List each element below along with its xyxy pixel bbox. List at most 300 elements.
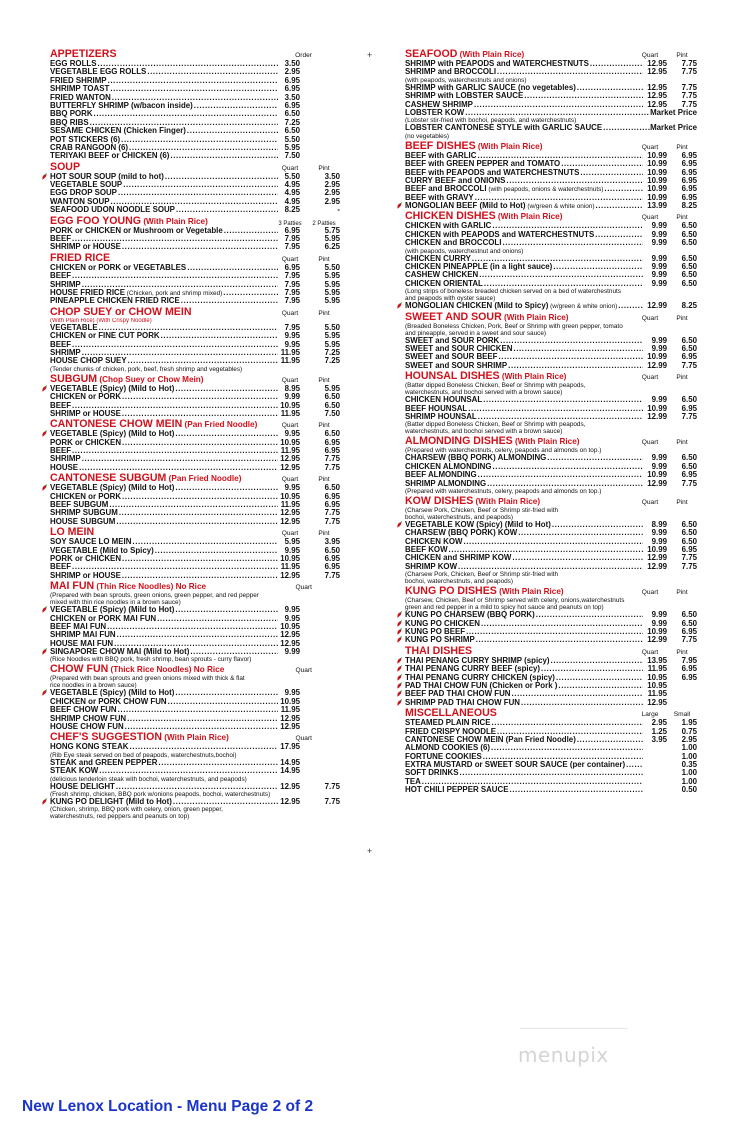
price-primary: 12.95 <box>647 99 667 109</box>
item-name-text: VEGETABLE (Spicy) (Mild to Hot) <box>50 483 175 493</box>
price-primary: 10.99 <box>647 167 667 177</box>
menu-item <box>50 243 340 251</box>
price-secondary: 6.50 <box>681 528 697 538</box>
price-primary: Market Price <box>650 107 697 117</box>
menu-section <box>50 419 340 472</box>
item-name-text: CHICKEN KOW <box>405 536 463 546</box>
dot-leader <box>93 110 278 118</box>
item-name-text: CRAB RANGOON (6) <box>50 142 129 152</box>
item-name-text: BEEF <box>50 562 72 572</box>
menu-item <box>405 302 697 310</box>
section-header <box>405 496 697 507</box>
column-header: Pint <box>318 530 330 538</box>
dot-leader <box>540 665 643 673</box>
price-primary: 9.95 <box>284 331 300 341</box>
price-primary: 6.50 <box>284 109 300 119</box>
item-name-text: CHICKEN with GARLIC <box>405 221 492 231</box>
section-title-main: KUNG PO DISHES <box>405 585 497 598</box>
price-primary: 1.25 <box>651 726 667 736</box>
item-name-text: KUNG PO CHICKEN <box>405 618 480 628</box>
dot-leader <box>478 271 643 279</box>
price-secondary: 6.50 <box>681 395 697 405</box>
section-title-main: FRIED RICE <box>50 251 111 264</box>
price-secondary: 6.50 <box>324 483 340 493</box>
item-name-text: THAI PENANG CURRY CHICKEN (spicy) <box>405 672 555 682</box>
dot-leader <box>164 173 278 181</box>
price-primary: 10.99 <box>647 545 667 555</box>
menu-section <box>50 664 340 731</box>
dot-leader <box>223 227 278 235</box>
menu-section <box>50 216 340 252</box>
price-primary: 17.95 <box>280 742 300 752</box>
item-name-text: EXTRA MUSTARD or SWEET SOUR SAUCE (per container) <box>405 760 626 770</box>
price-primary: 11.95 <box>280 705 300 715</box>
hot-pepper-icon <box>41 798 48 806</box>
item-description: (Prepared with waterchestnuts, celery, peapods and almonds on top.) <box>405 487 602 495</box>
price-secondary: 3.50 <box>324 171 340 181</box>
price-primary: 3.50 <box>284 92 300 102</box>
dot-leader <box>115 783 278 791</box>
price-primary: 11.95 <box>647 664 667 674</box>
column-header: 2 Patties <box>312 220 336 227</box>
price-primary: 11.95 <box>280 408 300 418</box>
item-name-text: MONGOLIAN BEEF (Mild to Hot) <box>405 201 526 211</box>
menu-section <box>50 162 340 215</box>
item-name-text: KUNG PO DELIGHT (Mild to Hot) <box>50 797 172 806</box>
price-primary: 7.95 <box>284 287 300 297</box>
price-primary: 10.99 <box>647 470 667 480</box>
dot-leader <box>465 628 643 636</box>
dot-leader <box>499 337 643 345</box>
menu-item <box>405 480 697 488</box>
item-name-text: VEGETABLE KOW (Spicy) (Mild to Hot) <box>405 519 551 529</box>
column-header: Pint <box>676 439 688 447</box>
menu-item <box>50 767 340 775</box>
price-primary: 10.99 <box>647 159 667 169</box>
item-name-text: BEEF with GRAVY <box>405 192 474 202</box>
item-name-text: VEGETABLE (Spicy) (Mild to Hot) <box>50 429 175 439</box>
dot-leader <box>154 547 278 555</box>
item-description: (Breaded Boneless Chicken, Pork, Beef or Shrimp with green pepper, tomato <box>405 322 623 330</box>
price-primary: 4.95 <box>284 196 300 206</box>
item-name-text: FRIED WANTON <box>50 92 111 102</box>
item-name-text: BEEF <box>50 339 72 349</box>
price-primary: 12.95 <box>280 462 300 472</box>
dot-leader <box>121 393 278 401</box>
price-secondary: 7.75 <box>681 553 697 563</box>
dot-leader <box>511 554 643 562</box>
item-description: (Prepared with bean sprouts, green onions, green pepper, and red pepper <box>50 592 259 600</box>
price-primary: 5.50 <box>284 134 300 144</box>
section-title-main: SUBGUM <box>50 372 98 385</box>
item-name-text: BBQ PORK <box>50 109 93 119</box>
price-secondary: 7.75 <box>681 99 697 109</box>
dot-leader <box>576 84 643 92</box>
item-name-text: SWEET and SOUR BEEF <box>405 352 498 362</box>
menu-section <box>405 586 697 645</box>
item-description: bochoi, waterchestnuts, and peapods) <box>405 578 514 586</box>
item-name-text: LOBSTER KOW <box>405 107 465 117</box>
dot-leader <box>117 706 278 714</box>
item-name-text: SOY SAUCE LO MEIN <box>50 537 132 547</box>
price-secondary: 6.95 <box>324 446 340 456</box>
price-secondary: 5.95 <box>324 287 340 297</box>
item-name-text: PORK or CHICKEN or Mushroom or Vegetable <box>50 225 223 235</box>
item-name-text: SHRIMP <box>50 279 81 289</box>
hot-pepper-icon <box>396 682 403 690</box>
price-secondary: - <box>337 205 340 215</box>
menu-item <box>405 636 697 644</box>
column-headers <box>633 499 697 507</box>
price-secondary: 5.50 <box>324 322 340 332</box>
price-secondary: 6.50 <box>681 519 697 529</box>
column-headers <box>633 589 697 597</box>
item-description: (Fresh shrimp, chicken, BBQ pork w/onions peapods, bochoi, waterchestnuts) <box>50 791 271 798</box>
item-description: waterchestnuts, red peppers and peanuts on top) <box>50 813 190 821</box>
price-primary: 11.95 <box>280 347 300 357</box>
dot-leader <box>467 405 643 413</box>
item-name-text: SHRIMP and BROCCOLI <box>405 67 497 77</box>
dot-leader <box>127 357 278 365</box>
price-primary: 8.95 <box>284 383 300 393</box>
menu-item <box>405 202 697 210</box>
price-secondary: 6.50 <box>681 262 697 272</box>
item-name-text: HOUSE CHOP SUEY <box>50 356 127 366</box>
item-name-text: SWEET and SOUR CHICKEN <box>405 343 513 353</box>
section-title <box>50 581 206 592</box>
column-header: Small <box>673 711 691 719</box>
item-note: (w/green & white onion) <box>525 203 595 211</box>
item-name-text: CURRY BEEF and ONIONS <box>405 175 506 185</box>
column-header: Pint <box>318 255 330 263</box>
section-title <box>50 307 191 318</box>
item-description: mixed with thin rice noodles in a brown sauce) <box>50 599 181 607</box>
price-primary: 10.95 <box>647 672 667 682</box>
price-secondary: 1.95 <box>681 718 697 728</box>
dot-leader <box>457 563 643 571</box>
item-name-text: PORK or CHICKEN <box>50 437 122 447</box>
price-primary: 5.95 <box>284 142 300 152</box>
hot-pepper-icon <box>396 690 403 698</box>
menu-item <box>405 362 697 370</box>
price-primary: 12.95 <box>280 508 300 518</box>
dot-leader <box>576 736 643 744</box>
price-secondary: 6.95 <box>681 167 697 177</box>
item-name-text: ALMOND COOKIES (6) <box>405 743 491 753</box>
item-description: waterchestnuts, and bochoi served with a brown sauce) <box>405 428 563 436</box>
item-description: (Lobster stir-fried with bochoi, peapods, and waterchestnuts) <box>405 117 577 125</box>
price-secondary: 1.00 <box>681 751 697 761</box>
menu-item <box>405 699 697 707</box>
price-primary: 13.99 <box>647 201 667 211</box>
column-header: Pint <box>676 589 688 597</box>
section-subtitle: (Thin Rice Noodles) No Rice <box>94 582 207 592</box>
menu-item <box>405 769 697 777</box>
price-primary: 6.95 <box>284 75 300 85</box>
price-secondary: 6.50 <box>681 536 697 546</box>
item-name-text: SHRIMP MAI FUN <box>50 630 116 640</box>
price-primary: 10.99 <box>647 403 667 413</box>
item-name <box>405 68 496 76</box>
price-primary: 12.95 <box>280 781 300 791</box>
dot-leader <box>174 484 278 492</box>
price-primary: 10.99 <box>647 184 667 194</box>
item-name <box>50 464 78 472</box>
column-header: Quart <box>641 648 659 656</box>
item-name-text: BEEF <box>50 400 72 410</box>
price-primary: 12.99 <box>647 301 667 311</box>
price-secondary: 6.50 <box>681 253 697 263</box>
item-name-text: SHRIMP <box>50 454 81 464</box>
price-primary: 10.95 <box>280 621 300 631</box>
menu-section <box>405 496 697 585</box>
price-secondary: 6.50 <box>681 335 697 345</box>
dot-leader <box>109 85 278 93</box>
item-description: (Rice Noodles with BBQ pork, fresh shrimp, bean sprouts - curry flavor) <box>50 656 252 664</box>
item-name-text: HOUSE SUBGUM <box>50 516 116 526</box>
column-header: Pint <box>318 376 330 384</box>
dot-leader <box>551 521 643 529</box>
section-title-main: CANTONESE SUBGUM <box>50 472 167 485</box>
price-primary: 9.99 <box>651 610 667 620</box>
item-name-text: POT STICKERS (6) <box>50 134 121 144</box>
item-name <box>405 699 520 707</box>
dot-leader <box>108 501 278 509</box>
item-name-text: CHICKEN or PORK <box>50 491 122 501</box>
hot-pepper-icon <box>41 385 48 393</box>
dot-leader <box>124 723 278 731</box>
column-spacer <box>312 735 340 743</box>
item-name-text: BEEF CHOW FUN <box>50 705 117 715</box>
item-name-text: KUNG PO SHRIMP <box>405 635 475 645</box>
item-description: (Batter dipped Boneless Chicken, Beef or Shrimp with peapods, <box>405 382 586 390</box>
column-spacer <box>312 667 340 675</box>
hot-pepper-icon <box>41 173 48 181</box>
item-name-text: BEEF <box>50 446 72 456</box>
price-primary: 6.50 <box>284 126 300 136</box>
item-name-text: BEEF <box>50 271 72 281</box>
section-title-main: CHICKEN DISHES <box>405 210 496 223</box>
item-name <box>50 798 172 806</box>
price-primary: 10.95 <box>280 553 300 563</box>
item-name <box>50 783 115 791</box>
price-primary: 9.99 <box>651 270 667 280</box>
price-secondary: 6.50 <box>324 400 340 410</box>
price-primary: 10.99 <box>647 192 667 202</box>
column-header: Large <box>641 711 659 719</box>
menu-item <box>50 464 340 472</box>
dot-leader <box>193 102 278 110</box>
price-secondary: 7.95 <box>681 655 697 665</box>
price-secondary: 6.50 <box>324 545 340 555</box>
dot-leader <box>120 136 278 144</box>
item-name <box>50 152 169 160</box>
dot-leader <box>482 396 643 404</box>
price-secondary: 6.50 <box>681 610 697 620</box>
price-secondary: 6.25 <box>324 242 340 252</box>
menu-item <box>50 648 340 656</box>
price-primary: 9.95 <box>284 339 300 349</box>
section-title-main: CANTONESE CHOW MEIN <box>50 418 183 431</box>
price-secondary: 2.95 <box>681 734 697 744</box>
item-name-text: HOUSE CHOW FUN <box>50 722 124 732</box>
item-name <box>50 410 121 418</box>
price-primary: 12.95 <box>647 59 667 68</box>
price-secondary: 7.75 <box>324 454 340 464</box>
menu-item <box>50 357 340 365</box>
price-primary: 9.99 <box>651 253 667 263</box>
dot-leader <box>492 463 644 471</box>
price-primary: 9.99 <box>651 238 667 248</box>
item-name-text: CHICKEN ORIENTAL <box>405 278 483 288</box>
dot-leader <box>222 289 278 297</box>
price-primary: 5.95 <box>284 537 300 547</box>
item-name-text: CHICKEN or FINE CUT PORK <box>50 331 160 341</box>
price-primary: 9.99 <box>651 453 667 463</box>
price-primary: 8.99 <box>651 519 667 529</box>
item-name <box>405 563 457 571</box>
dot-leader <box>602 124 650 132</box>
dot-leader <box>483 280 643 288</box>
column-header: Pint <box>318 309 330 317</box>
section-title-main: KOW DISHES <box>405 494 474 507</box>
section-subtitle: (With Plain Rice) <box>457 50 525 59</box>
price-primary: 12.95 <box>280 630 300 640</box>
dot-leader <box>546 454 643 462</box>
column-header: Quart <box>281 376 299 384</box>
section-title-main: SWEET AND SOUR <box>405 310 502 323</box>
item-description: (Prepared with bean sprouts and green onions mixed with thick & flat <box>50 675 245 683</box>
menu-item <box>50 572 340 580</box>
item-name-text: VEGETABLE (Mild to Spicy) <box>50 545 154 555</box>
section-subtitle: (With Plain Rice) <box>475 141 543 151</box>
price-secondary: 8.25 <box>681 301 697 311</box>
item-note: (Chicken, pork and shrimp mixed) <box>124 289 223 297</box>
dot-leader <box>617 302 643 310</box>
column-header: Quart <box>281 422 299 430</box>
price-primary: 12.99 <box>647 360 667 370</box>
column-header: Pint <box>676 648 688 656</box>
item-name-text: STEAK and GREEN PEPPER <box>50 757 158 767</box>
item-name-text: SHRIMP <box>50 347 81 357</box>
price-primary: 10.99 <box>647 150 667 160</box>
item-name-text: BEEF PAD THAI CHOW FUN <box>405 689 511 699</box>
dot-leader <box>121 439 278 447</box>
dot-leader <box>98 767 278 775</box>
item-name-text: SHRIMP or HOUSE <box>50 570 121 580</box>
item-description: (Chicken, shrimp, BBQ pork with celery, onion, green pepper, <box>50 806 223 814</box>
price-secondary: 6.95 <box>324 491 340 501</box>
price-secondary: 7.75 <box>324 516 340 526</box>
section-header <box>50 664 340 675</box>
menu-section <box>405 371 697 435</box>
price-primary: 12.95 <box>647 91 667 101</box>
column-header: Quart <box>641 439 659 447</box>
price-primary: 9.99 <box>651 278 667 288</box>
price-primary: 9.95 <box>284 613 300 623</box>
item-name-text: CHICKEN CURRY <box>405 253 471 263</box>
price-primary: 4.95 <box>284 188 300 198</box>
column-header: Pint <box>676 52 688 59</box>
item-name <box>405 280 483 288</box>
item-description: (Long strips of boneless breaded chicken served on a bed of waterchestnuts <box>405 288 621 296</box>
price-secondary: 6.95 <box>681 192 697 202</box>
dot-leader <box>126 715 278 723</box>
column-headers <box>633 315 697 323</box>
dot-leader <box>480 620 643 628</box>
item-name-text: THAI PENANG CURRY SHRIMP (spicy) <box>405 655 550 665</box>
price-primary: 12.95 <box>280 570 300 580</box>
dot-leader <box>174 385 278 393</box>
item-name-text: HOUSE MAI FUN <box>50 638 114 648</box>
price-primary: 7.95 <box>284 234 300 244</box>
section-header <box>405 586 697 597</box>
dot-leader <box>174 606 278 614</box>
price-primary: 12.95 <box>647 67 667 77</box>
price-secondary: 1.00 <box>681 776 697 786</box>
item-name-text: BEEF with PEAPODS and WATERCHESTNUTS <box>405 167 580 177</box>
item-description: (no vegetables) <box>405 132 450 140</box>
price-secondary: 6.95 <box>681 672 697 682</box>
price-primary: 12.95 <box>280 713 300 723</box>
item-name-text: BEEF ALMONDING <box>405 470 477 480</box>
section-subtitle: (With Plain Rice) <box>499 372 567 382</box>
crop-mark: + <box>367 846 373 856</box>
price-primary: 10.99 <box>647 175 667 185</box>
dot-leader <box>128 743 278 751</box>
dot-leader <box>490 744 643 752</box>
dot-leader <box>594 231 643 239</box>
price-secondary: 2.95 <box>324 196 340 206</box>
item-name-text: VEGETABLE (Spicy) (Mild to Hot) <box>50 688 175 698</box>
price-primary: 2.95 <box>651 718 667 728</box>
hot-pepper-icon <box>396 521 403 529</box>
section-subtitle: (With Plain Rice) <box>495 212 563 222</box>
item-name-text: SINGAPORE CHOW MAI (Mild to Hot) <box>50 647 190 657</box>
price-secondary: 6.95 <box>324 562 340 572</box>
dot-leader <box>508 786 643 794</box>
price-primary: 11.95 <box>280 500 300 510</box>
hot-pepper-icon <box>41 689 48 697</box>
price-secondary: 7.75 <box>324 781 340 791</box>
item-name-text: TEA <box>405 776 421 786</box>
menu-section <box>405 708 697 795</box>
section-title <box>405 496 540 507</box>
dot-leader <box>477 413 643 421</box>
price-secondary: 5.95 <box>324 383 340 393</box>
item-name-text: KUNG PO BEEF <box>405 627 466 637</box>
hot-pepper-icon <box>396 636 403 644</box>
menu-section <box>50 49 340 161</box>
hot-pepper-icon <box>396 302 403 310</box>
item-name <box>50 572 121 580</box>
price-primary: 10.95 <box>280 491 300 501</box>
price-primary: 12.99 <box>647 411 667 421</box>
dot-leader <box>475 636 643 644</box>
item-name <box>405 786 508 794</box>
item-name-text: SHRIMP or HOUSE <box>50 408 121 418</box>
item-name-text: CHICKEN or PORK or VEGETABLES <box>50 262 187 272</box>
column-header: 3 Patties <box>278 220 302 227</box>
price-primary: 11.95 <box>647 689 667 699</box>
price-secondary: 5.95 <box>324 339 340 349</box>
price-secondary: 5.75 <box>324 225 340 235</box>
item-name-text: CHICKEN with PEAPODS and WATERCHESTNUTS <box>405 229 595 239</box>
item-description: and pineapple, served in a sweet and sour sauce) <box>405 329 547 337</box>
column-header: Pint <box>676 314 688 322</box>
item-name-text: HOUSE DELIGHT <box>50 781 115 791</box>
crop-mark: + <box>367 50 373 60</box>
